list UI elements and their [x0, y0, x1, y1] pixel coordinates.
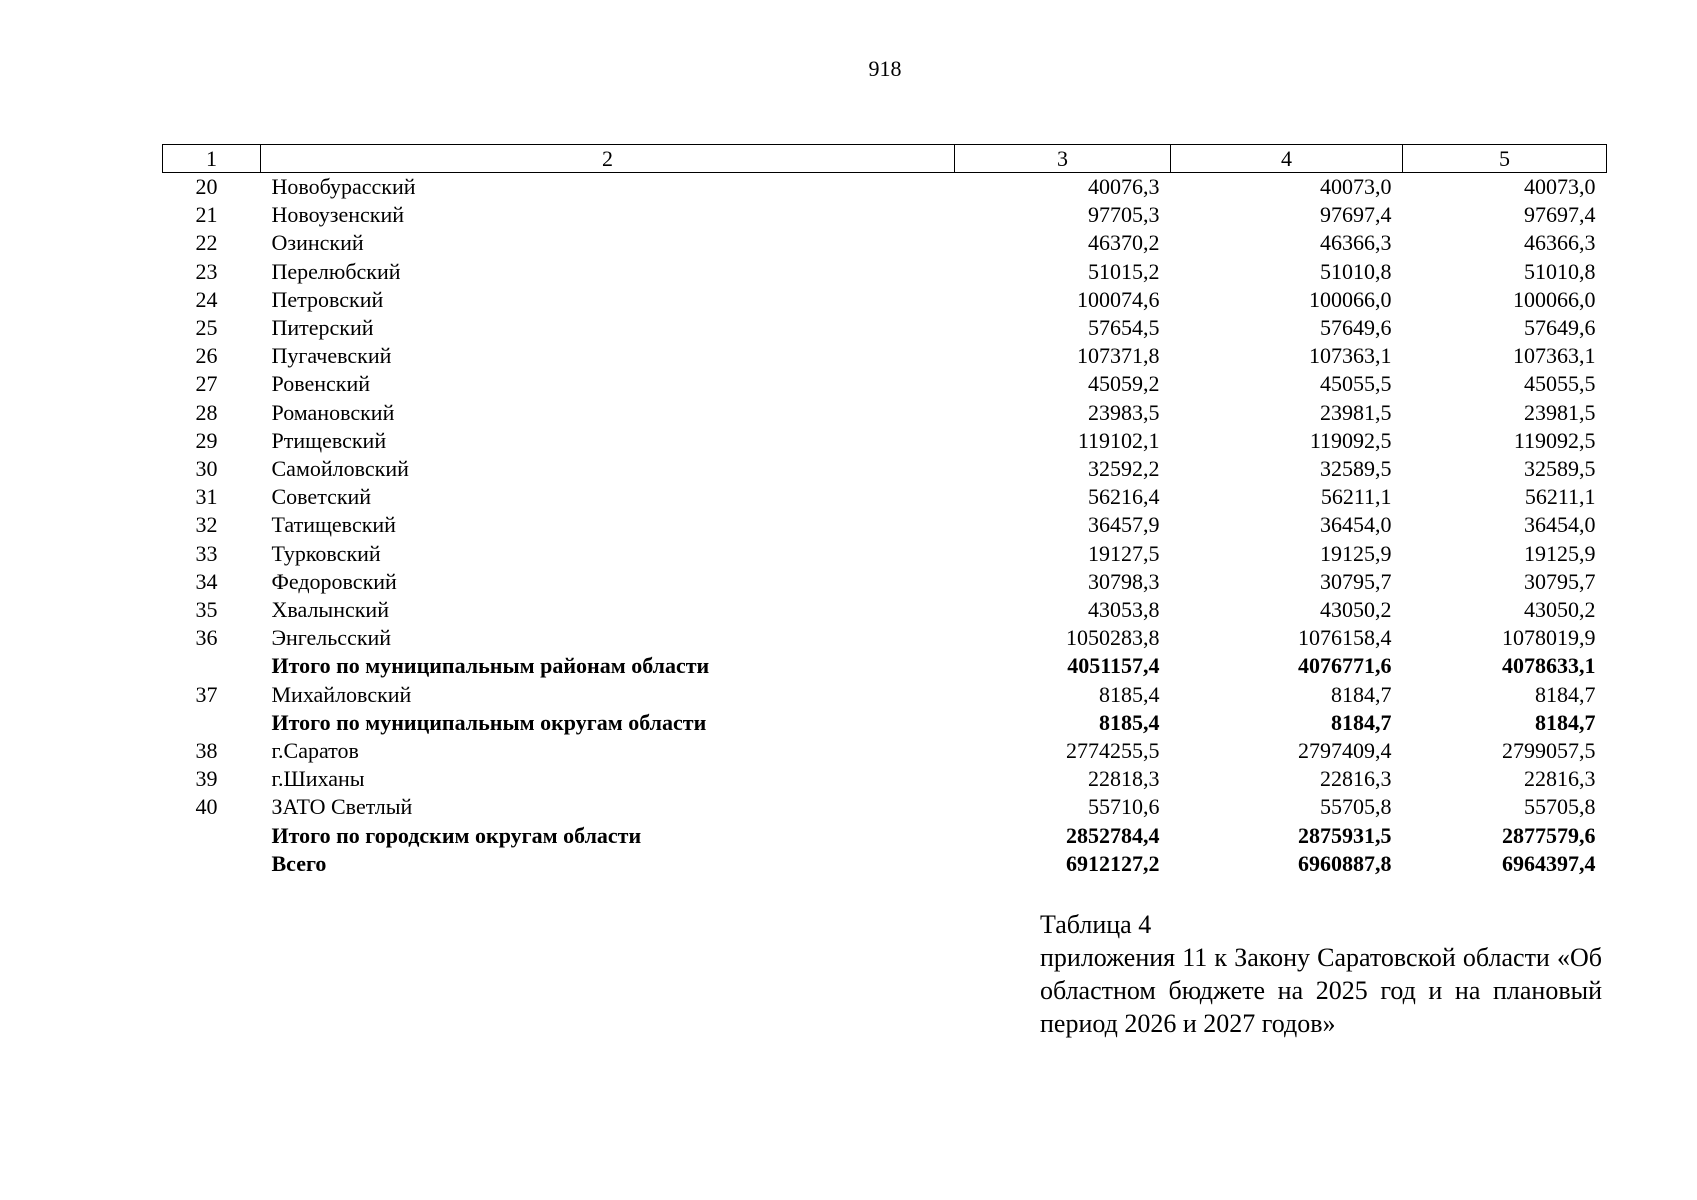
value-col3-cell: 4051157,4	[1067, 653, 1160, 679]
table-row	[163, 370, 1607, 398]
value-col4-cell: 22816,3	[1320, 766, 1392, 792]
row-number-cell: 24	[195, 286, 218, 312]
table-row	[163, 455, 1607, 483]
row-number-cell: 33	[195, 540, 218, 566]
value-col3-cell: 40076,3	[1088, 174, 1160, 199]
municipality-name-cell: Озинский	[271, 230, 364, 256]
caption-title: Таблица 4	[1040, 910, 1152, 939]
table-body	[163, 173, 1607, 879]
value-col5-cell: 55705,8	[1524, 794, 1596, 820]
row-number-cell: 28	[195, 399, 218, 425]
column-header-2: 2	[261, 145, 955, 173]
value-col3-cell: 43053,8	[1088, 597, 1160, 623]
value-col5-cell: 97697,4	[1524, 202, 1596, 228]
value-col4-cell: 4076771,6	[1298, 653, 1392, 679]
row-number-cell: 38	[195, 738, 218, 764]
value-col3-cell: 2774255,5	[1066, 738, 1160, 764]
municipality-name-cell: Турковский	[271, 540, 381, 566]
municipality-name-cell: Федоровский	[271, 568, 397, 594]
value-col4-cell: 97697,4	[1320, 202, 1392, 228]
value-col4-cell: 2797409,4	[1298, 738, 1392, 764]
table-total-row	[163, 822, 1607, 850]
table-row	[163, 793, 1607, 821]
value-col3-cell: 8185,4	[1099, 709, 1160, 735]
value-col5-cell: 2877579,6	[1502, 822, 1596, 848]
value-col5-cell: 46366,3	[1524, 230, 1596, 256]
municipality-name-cell: Новоузенский	[271, 202, 405, 228]
table-row	[163, 314, 1607, 342]
table-total-row	[163, 709, 1607, 737]
budget-table	[162, 144, 1607, 878]
municipality-name-cell: Романовский	[271, 399, 395, 425]
table-total-row	[163, 652, 1607, 680]
caption-text: приложения 11 к Закону Саратовской области «Об областном бюджете на 2025 год и на плановый период 2026 и 2027 годов»	[1040, 943, 1602, 1038]
row-number-cell: 20	[195, 174, 218, 199]
row-number-cell: 32	[195, 512, 218, 538]
value-col4-cell: 43050,2	[1320, 597, 1392, 623]
municipality-name-cell: Перелюбский	[271, 258, 401, 284]
value-col5-cell: 40073,0	[1524, 174, 1596, 199]
value-col4-cell: 119092,5	[1309, 427, 1392, 453]
table-row	[163, 173, 1607, 202]
value-col4-cell: 23981,5	[1320, 399, 1392, 425]
value-col3-cell: 36457,9	[1088, 512, 1160, 538]
municipality-name-cell: Питерский	[271, 315, 374, 341]
table-row	[163, 596, 1607, 624]
value-col4-cell: 8184,7	[1331, 681, 1392, 707]
value-col5-cell: 1078019,9	[1502, 625, 1596, 651]
value-col4-cell: 36454,0	[1320, 512, 1392, 538]
table-row	[163, 765, 1607, 793]
municipality-name-cell: Татищевский	[271, 512, 396, 538]
municipality-name-cell: Всего	[271, 850, 327, 876]
value-col4-cell: 51010,8	[1320, 258, 1392, 284]
value-col5-cell: 45055,5	[1524, 371, 1596, 397]
value-col3-cell: 45059,2	[1088, 371, 1160, 397]
table-row	[163, 540, 1607, 568]
table-row	[163, 511, 1607, 539]
table-total-row	[163, 850, 1607, 878]
value-col3-cell: 107371,8	[1077, 343, 1160, 369]
value-col4-cell: 40073,0	[1320, 174, 1392, 199]
value-col4-cell: 100066,0	[1309, 286, 1392, 312]
value-col5-cell: 56211,1	[1524, 484, 1596, 510]
municipality-name-cell: Новобурасский	[271, 174, 416, 199]
value-col3-cell: 56216,4	[1088, 484, 1160, 510]
table-row	[163, 737, 1607, 765]
table-row	[163, 568, 1607, 596]
value-col3-cell: 51015,2	[1088, 258, 1160, 284]
value-col4-cell: 107363,1	[1309, 343, 1392, 369]
row-number-cell	[163, 822, 261, 850]
column-header-1: 1	[163, 145, 261, 173]
value-col5-cell: 30795,7	[1524, 568, 1596, 594]
row-number-cell: 26	[195, 343, 218, 369]
municipality-name-cell: г.Шиханы	[271, 766, 365, 792]
value-col3-cell: 2852784,4	[1066, 822, 1160, 848]
municipality-name-cell: Советский	[271, 484, 372, 510]
value-col5-cell: 32589,5	[1524, 456, 1596, 482]
value-col4-cell: 46366,3	[1320, 230, 1392, 256]
row-number-cell: 34	[195, 568, 218, 594]
row-number-cell: 35	[195, 597, 218, 623]
value-col5-cell: 51010,8	[1524, 258, 1596, 284]
value-col4-cell: 19125,9	[1320, 540, 1392, 566]
value-col3-cell: 19127,5	[1088, 540, 1160, 566]
value-col3-cell: 100074,6	[1077, 286, 1160, 312]
municipality-name-cell: г.Саратов	[271, 738, 359, 764]
table-row	[163, 399, 1607, 427]
row-number-cell: 37	[195, 681, 218, 707]
row-number-cell: 21	[195, 202, 218, 228]
value-col5-cell: 57649,6	[1524, 315, 1596, 341]
row-number-cell: 40	[195, 794, 218, 820]
table-row	[163, 258, 1607, 286]
value-col4-cell: 6960887,8	[1298, 850, 1392, 876]
table-row	[163, 483, 1607, 511]
column-header-5: 5	[1403, 145, 1607, 173]
table-header-row	[163, 145, 1607, 173]
value-col5-cell: 8184,7	[1535, 709, 1596, 735]
table-row	[163, 229, 1607, 257]
value-col3-cell: 46370,2	[1088, 230, 1160, 256]
value-col5-cell: 8184,7	[1535, 681, 1596, 707]
value-col5-cell: 36454,0	[1524, 512, 1596, 538]
municipality-name-cell: Энгельсский	[271, 625, 392, 651]
row-number-cell: 27	[195, 371, 218, 397]
value-col5-cell: 2799057,5	[1502, 738, 1596, 764]
value-col5-cell: 43050,2	[1524, 597, 1596, 623]
value-col5-cell: 4078633,1	[1502, 653, 1596, 679]
value-col3-cell: 97705,3	[1088, 202, 1160, 228]
municipality-name-cell: Самойловский	[271, 456, 409, 482]
value-col4-cell: 30795,7	[1320, 568, 1392, 594]
row-number-cell: 39	[195, 766, 218, 792]
column-header-4: 4	[1171, 145, 1403, 173]
municipality-name-cell: Итого по муниципальным округам области	[271, 709, 707, 735]
municipality-name-cell: Петровский	[271, 286, 384, 312]
value-col5-cell: 107363,1	[1513, 343, 1596, 369]
value-col4-cell: 32589,5	[1320, 456, 1392, 482]
table-row	[163, 201, 1607, 229]
table-header	[163, 145, 1607, 173]
municipality-name-cell: Хвалынский	[271, 597, 389, 623]
municipality-name-cell: Ртищевский	[271, 427, 387, 453]
municipality-name-cell: ЗАТО Светлый	[271, 794, 413, 820]
value-col4-cell: 55705,8	[1320, 794, 1392, 820]
value-col4-cell: 57649,6	[1320, 315, 1392, 341]
value-col3-cell: 30798,3	[1088, 568, 1160, 594]
value-col3-cell: 119102,1	[1077, 427, 1160, 453]
row-number-cell: 31	[195, 484, 218, 510]
value-col5-cell: 119092,5	[1513, 427, 1596, 453]
row-number-cell: 23	[195, 258, 218, 284]
table-row	[163, 286, 1607, 314]
value-col3-cell: 1050283,8	[1066, 625, 1160, 651]
value-col3-cell: 22818,3	[1088, 766, 1160, 792]
table-row	[163, 427, 1607, 455]
municipality-name-cell: Итого по муниципальным районам области	[271, 653, 710, 679]
value-col4-cell: 56211,1	[1320, 484, 1392, 510]
value-col3-cell: 32592,2	[1088, 456, 1160, 482]
row-number-cell: 36	[195, 625, 218, 651]
page-number: 918	[868, 56, 902, 81]
table-row	[163, 624, 1607, 652]
municipality-name-cell: Михайловский	[271, 681, 412, 707]
municipality-name-cell: Ровенский	[271, 371, 370, 397]
value-col5-cell: 100066,0	[1513, 286, 1596, 312]
row-number-cell: 30	[195, 456, 218, 482]
column-header-3: 3	[955, 145, 1171, 173]
value-col4-cell: 1076158,4	[1298, 625, 1392, 651]
value-col3-cell: 57654,5	[1088, 315, 1160, 341]
municipality-name-cell: Итого по городским округам области	[271, 822, 642, 848]
row-number-cell	[163, 709, 261, 737]
value-col3-cell: 23983,5	[1088, 399, 1160, 425]
table-caption	[1040, 908, 1602, 1040]
table-row	[163, 342, 1607, 370]
table-row	[163, 681, 1607, 709]
value-col5-cell: 19125,9	[1524, 540, 1596, 566]
row-number-cell	[163, 652, 261, 680]
value-col4-cell: 8184,7	[1331, 709, 1392, 735]
value-col3-cell: 55710,6	[1088, 794, 1160, 820]
row-number-cell: 22	[195, 230, 218, 256]
value-col5-cell: 6964397,4	[1502, 850, 1596, 876]
value-col3-cell: 6912127,2	[1066, 850, 1160, 876]
municipality-name-cell: Пугачевский	[271, 343, 392, 369]
value-col5-cell: 22816,3	[1524, 766, 1596, 792]
value-col4-cell: 45055,5	[1320, 371, 1392, 397]
value-col5-cell: 23981,5	[1524, 399, 1596, 425]
row-number-cell: 25	[195, 315, 218, 341]
row-number-cell: 29	[195, 427, 218, 453]
row-number-cell	[163, 850, 261, 878]
value-col3-cell: 8185,4	[1099, 681, 1160, 707]
value-col4-cell: 2875931,5	[1298, 822, 1392, 848]
